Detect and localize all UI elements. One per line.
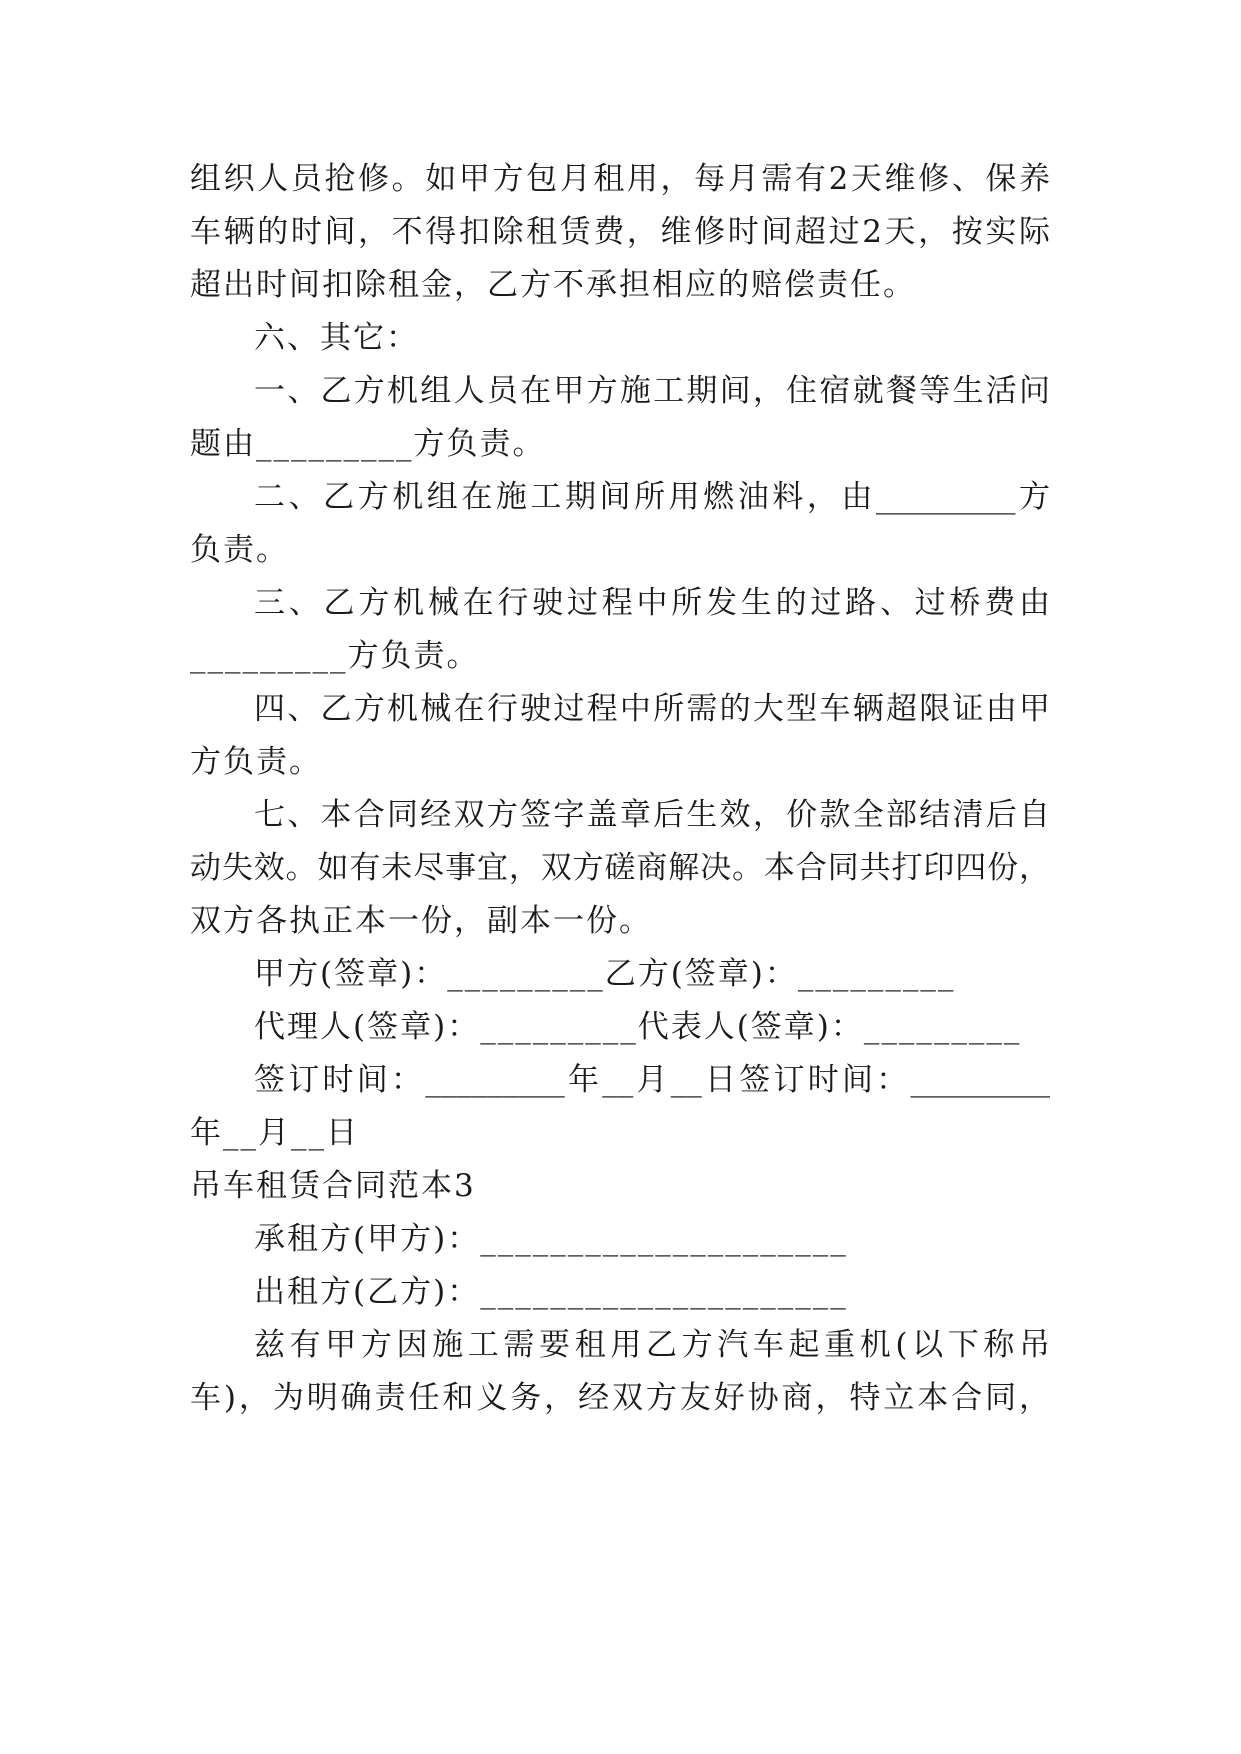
text-line: 方负责。 [190, 744, 322, 780]
signing-date-line-cont: 年__月__日 [190, 1115, 359, 1151]
section-title: 吊车租赁合同范本3 [190, 1168, 476, 1204]
text-line: 三、乙方机械在行驶过程中所发生的过路、过桥费由 [254, 585, 1050, 621]
lessee-line: 承租方(甲方)：_____________________ [254, 1221, 848, 1257]
text-line: 一、乙方机组人员在甲方施工期间，住宿就餐等生活问 [254, 373, 1050, 409]
text-line: 车)，为明确责任和义务，经双方友好协商，特立本合同， [190, 1380, 1050, 1416]
lessor-line: 出租方(乙方)：_____________________ [254, 1274, 848, 1310]
text-line: 超出时间扣除租金，乙方不承担相应的赔偿责任。 [190, 267, 916, 303]
signature-line-party: 甲方(签章)：_________乙方(签章)：_________ [254, 956, 956, 992]
text-line: 二、乙方机组在施工期间所用燃油料，由_________方 [254, 479, 1050, 515]
text-line: 双方各执正本一份，副本一份。 [190, 903, 652, 939]
signing-date-line: 签订时间：_________年__月__日签订时间：_________ [254, 1062, 1050, 1098]
text-line: 兹有甲方因施工需要租用乙方汽车起重机(以下称吊 [254, 1327, 1050, 1363]
text-line: 七、本合同经双方签字盖章后生效，价款全部结清后自 [254, 797, 1050, 833]
signature-line-agent: 代理人(签章)：_________代表人(签章)：_________ [254, 1009, 1022, 1045]
text-line: 动失效。如有未尽事宜，双方磋商解决。本合同共打印四份， [190, 850, 1050, 886]
section-heading: 六、其它： [254, 320, 419, 356]
text-line: 四、乙方机械在行驶过程中所需的大型车辆超限证由甲 [254, 691, 1050, 727]
text-line: 车辆的时间，不得扣除租赁费，维修时间超过2天，按实际 [190, 214, 1050, 250]
text-line: 组织人员抢修。如甲方包月租用，每月需有2天维修、保养 [190, 161, 1050, 197]
text-line: 题由_________方负责。 [190, 426, 546, 462]
text-line: _________方负责。 [190, 638, 480, 674]
text-line: 负责。 [190, 532, 289, 568]
